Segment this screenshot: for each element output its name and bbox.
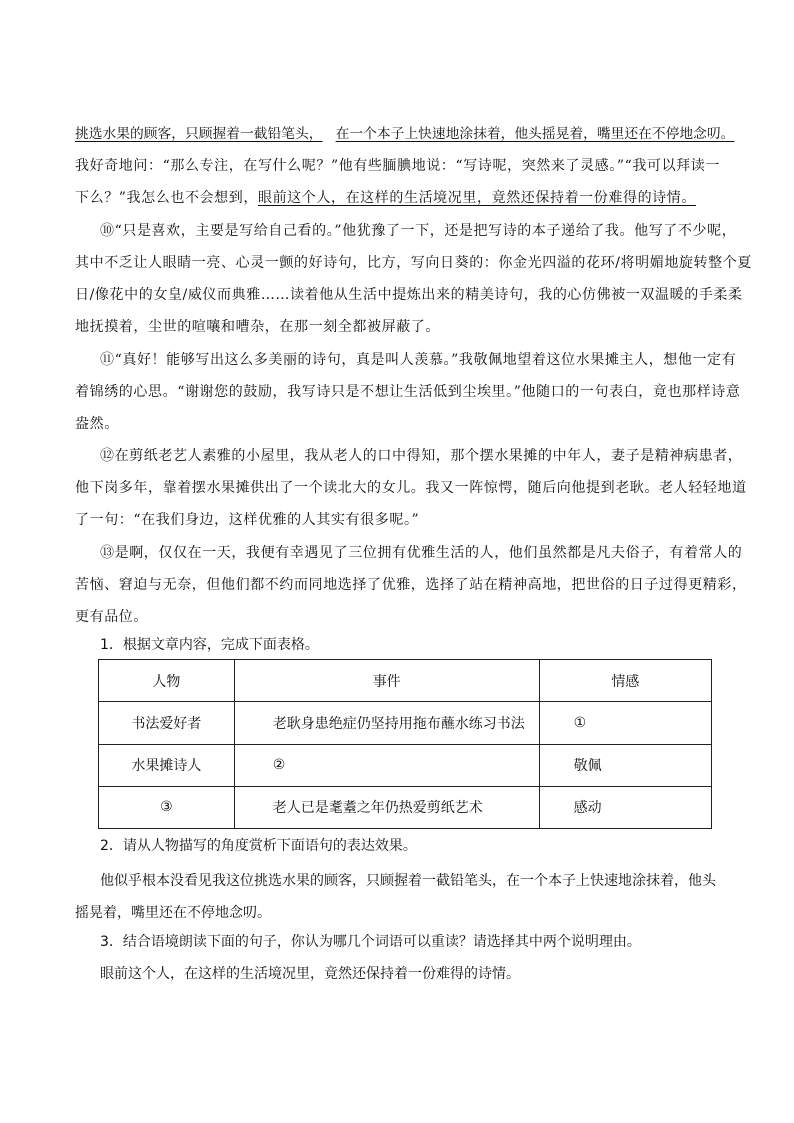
table-cell: 感动 bbox=[539, 786, 711, 828]
paragraph-12-line-1: ⑫在剪纸老艺人素雅的小屋里，我从老人的口中得知，那个摆水果摊的中年人，妻子是精神病患者， bbox=[100, 448, 743, 464]
table-cell: 老人已是耄耋之年仍热爱剪纸艺术 bbox=[234, 786, 539, 828]
table-row bbox=[99, 744, 712, 786]
paragraph-10-line-2: 其中不乏让人眼睛一亮、心灵一颤的好诗句，比方，写向日葵的：你金光四溢的花环/将明媚地旋转整个夏 bbox=[75, 255, 752, 271]
paragraph-11-line-1: ⑪“真好！能够写出这么多美丽的诗句，真是叫人羡慕。”我敬佩地望着这位水果摊主人，想他一定有 bbox=[100, 352, 737, 368]
table-cell: 老耿身患绝症仍坚持用拖布蘸水练习书法 bbox=[234, 702, 539, 744]
paragraph-11-line-3: 盎然。 bbox=[75, 416, 119, 432]
passage-line-1 bbox=[75, 124, 734, 144]
paragraph-11-line-2: 着锦绣的心思。“谢谢您的鼓励，我写诗只是不想让生活低到尘埃里。”他随口的一句表白，竟也那样诗意 bbox=[75, 384, 741, 400]
table-cell-blank: ③ bbox=[99, 786, 235, 828]
table-cell: 敬佩 bbox=[539, 744, 711, 786]
underlined-sentence: 在一个本子上快速地涂抹着，他头摇晃着，嘴里还在不停地念叨。 bbox=[335, 126, 735, 142]
table-cell: 水果摊诗人 bbox=[99, 744, 235, 786]
table-header-cell: 事件 bbox=[234, 660, 539, 702]
table-row bbox=[99, 786, 712, 828]
paragraph-12-line-2: 他下岗多年，靠着摆水果摊供出了一个读北大的女儿。我又一阵惊愕，随后向他提到老耿。老人轻轻地道 bbox=[75, 480, 747, 496]
table-cell-blank: ② bbox=[234, 744, 539, 786]
paragraph-10-line-4: 地抚摸着，尘世的喧嚷和嘈杂，在那一刻全都被屏蔽了。 bbox=[75, 319, 440, 335]
table-header-row bbox=[99, 660, 712, 702]
table-row bbox=[99, 702, 712, 744]
underlined-sentence: 眼前这个人，在这样的生活境况里，竟然还保持着一份难得的诗情。 bbox=[257, 190, 696, 206]
paragraph-10-line-3: 日/像花中的女皇/威仪而典雅……读着他从生活中提炼出来的精美诗句，我的心仿佛被一双温暖的手柔柔 bbox=[75, 287, 743, 303]
question-1: 1．根据文章内容，完成下面表格。 bbox=[100, 637, 319, 653]
paragraph-12-line-3: 了一句：“在我们身边，这样优雅的人其实有很多呢。” bbox=[75, 512, 420, 528]
spacer bbox=[323, 126, 336, 142]
question-3-quote: 眼前这个人，在这样的生活境况里，竟然还保持着一份难得的诗情。 bbox=[100, 966, 520, 982]
question-2-quote-line-2: 摇晃着，嘴里还在不停地念叨。 bbox=[75, 905, 271, 921]
paragraph-13-line-3: 更有品位。 bbox=[75, 609, 148, 625]
table-header-cell: 情感 bbox=[539, 660, 711, 702]
underlined-phrase: 挑选水果的顾客，只顾握着一截铅笔头， bbox=[75, 126, 323, 142]
passage-line-2: 我好奇地问：“那么专注，在写什么呢？”他有些腼腆地说：“写诗呢，突然来了灵感。”“我可以拜读一 bbox=[75, 158, 720, 174]
answer-table bbox=[98, 659, 712, 829]
question-2: 2．请从人物描写的角度赏析下面语句的表达效果。 bbox=[100, 838, 417, 854]
question-3: 3．结合语境朗读下面的句子，你认为哪几个词语可以重读？请选择其中两个说明理由。 bbox=[100, 934, 641, 950]
question-2-quote-line-1: 他似乎根本没看见我这位挑选水果的顾客，只顾握着一截铅笔头，在一个本子上快速地涂抹着，他头 bbox=[100, 873, 716, 889]
passage-text: 下么？”我怎么也不会想到， bbox=[75, 190, 258, 206]
table-cell: 书法爱好者 bbox=[99, 702, 235, 744]
paragraph-13-line-2: 苦恼、窘迫与无奈，但他们都不约而同地选择了优雅，选择了站在精神高地，把世俗的日子过得更精彩， bbox=[75, 577, 747, 593]
table-header-cell: 人物 bbox=[99, 660, 235, 702]
passage-line-3 bbox=[75, 188, 696, 208]
paragraph-10-line-1: ⑩“只是喜欢，主要是写给自己看的。”他犹豫了一下，还是把写诗的本子递给了我。他写了不少呢， bbox=[100, 223, 737, 239]
paragraph-13-line-1: ⑬是啊，仅仅在一天，我便有幸遇见了三位拥有优雅生活的人，他们虽然都是凡夫俗子，有着常人的 bbox=[100, 545, 743, 561]
table-cell-blank: ① bbox=[539, 702, 711, 744]
